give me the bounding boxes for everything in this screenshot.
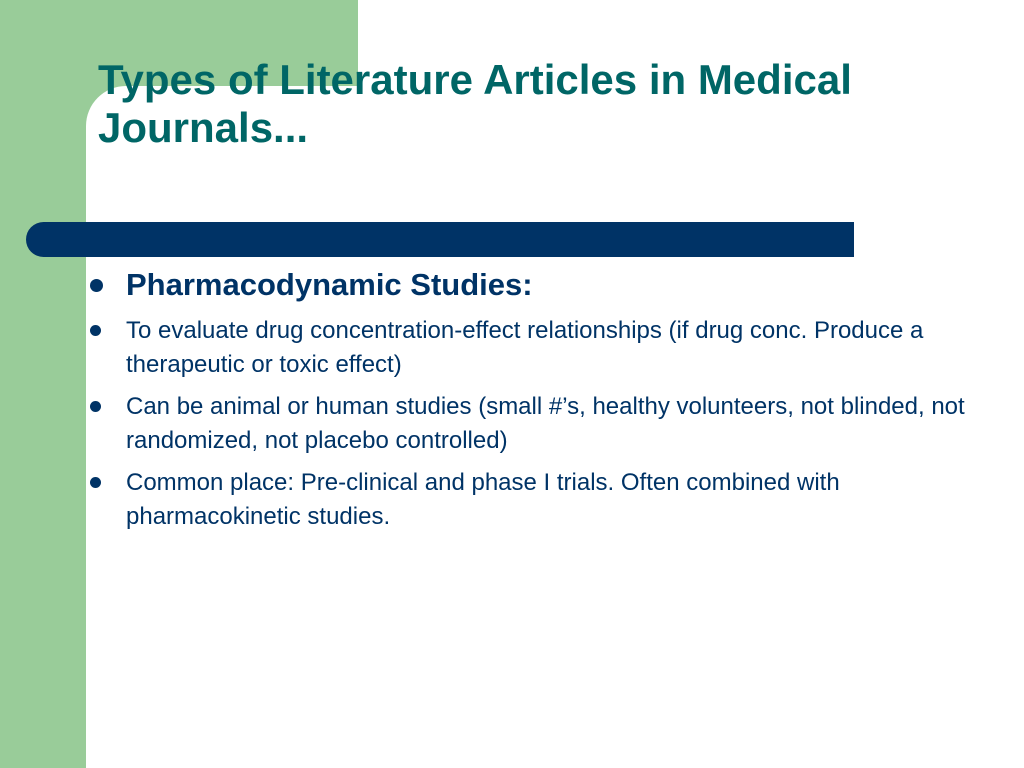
- bullet-item: [86, 390, 966, 458]
- bullet-text: Common place: Pre-clinical and phase I trials. Often combined with pharmacokinetic studies.: [126, 469, 840, 530]
- bullet-dot-icon: [90, 477, 101, 488]
- bullet-item: [86, 314, 966, 382]
- divider-bar: [26, 222, 854, 257]
- bullet-list: [86, 264, 966, 542]
- bullet-heading: [86, 264, 966, 306]
- bullet-item: [86, 466, 966, 534]
- bullet-dot-icon: [90, 279, 103, 292]
- slide-title: Types of Literature Articles in Medical Journals...: [98, 56, 852, 151]
- bullet-text: Pharmacodynamic Studies:: [126, 267, 533, 302]
- bullet-text: To evaluate drug concentration-effect relationships (if drug conc. Produce a therapeutic or toxic effect): [126, 317, 924, 378]
- green-band-left: [0, 0, 86, 768]
- bullet-dot-icon: [90, 401, 101, 412]
- bullet-text: Can be animal or human studies (small #’s, healthy volunteers, not blinded, not randomized, not placebo controlled): [126, 393, 965, 454]
- bullet-dot-icon: [90, 325, 101, 336]
